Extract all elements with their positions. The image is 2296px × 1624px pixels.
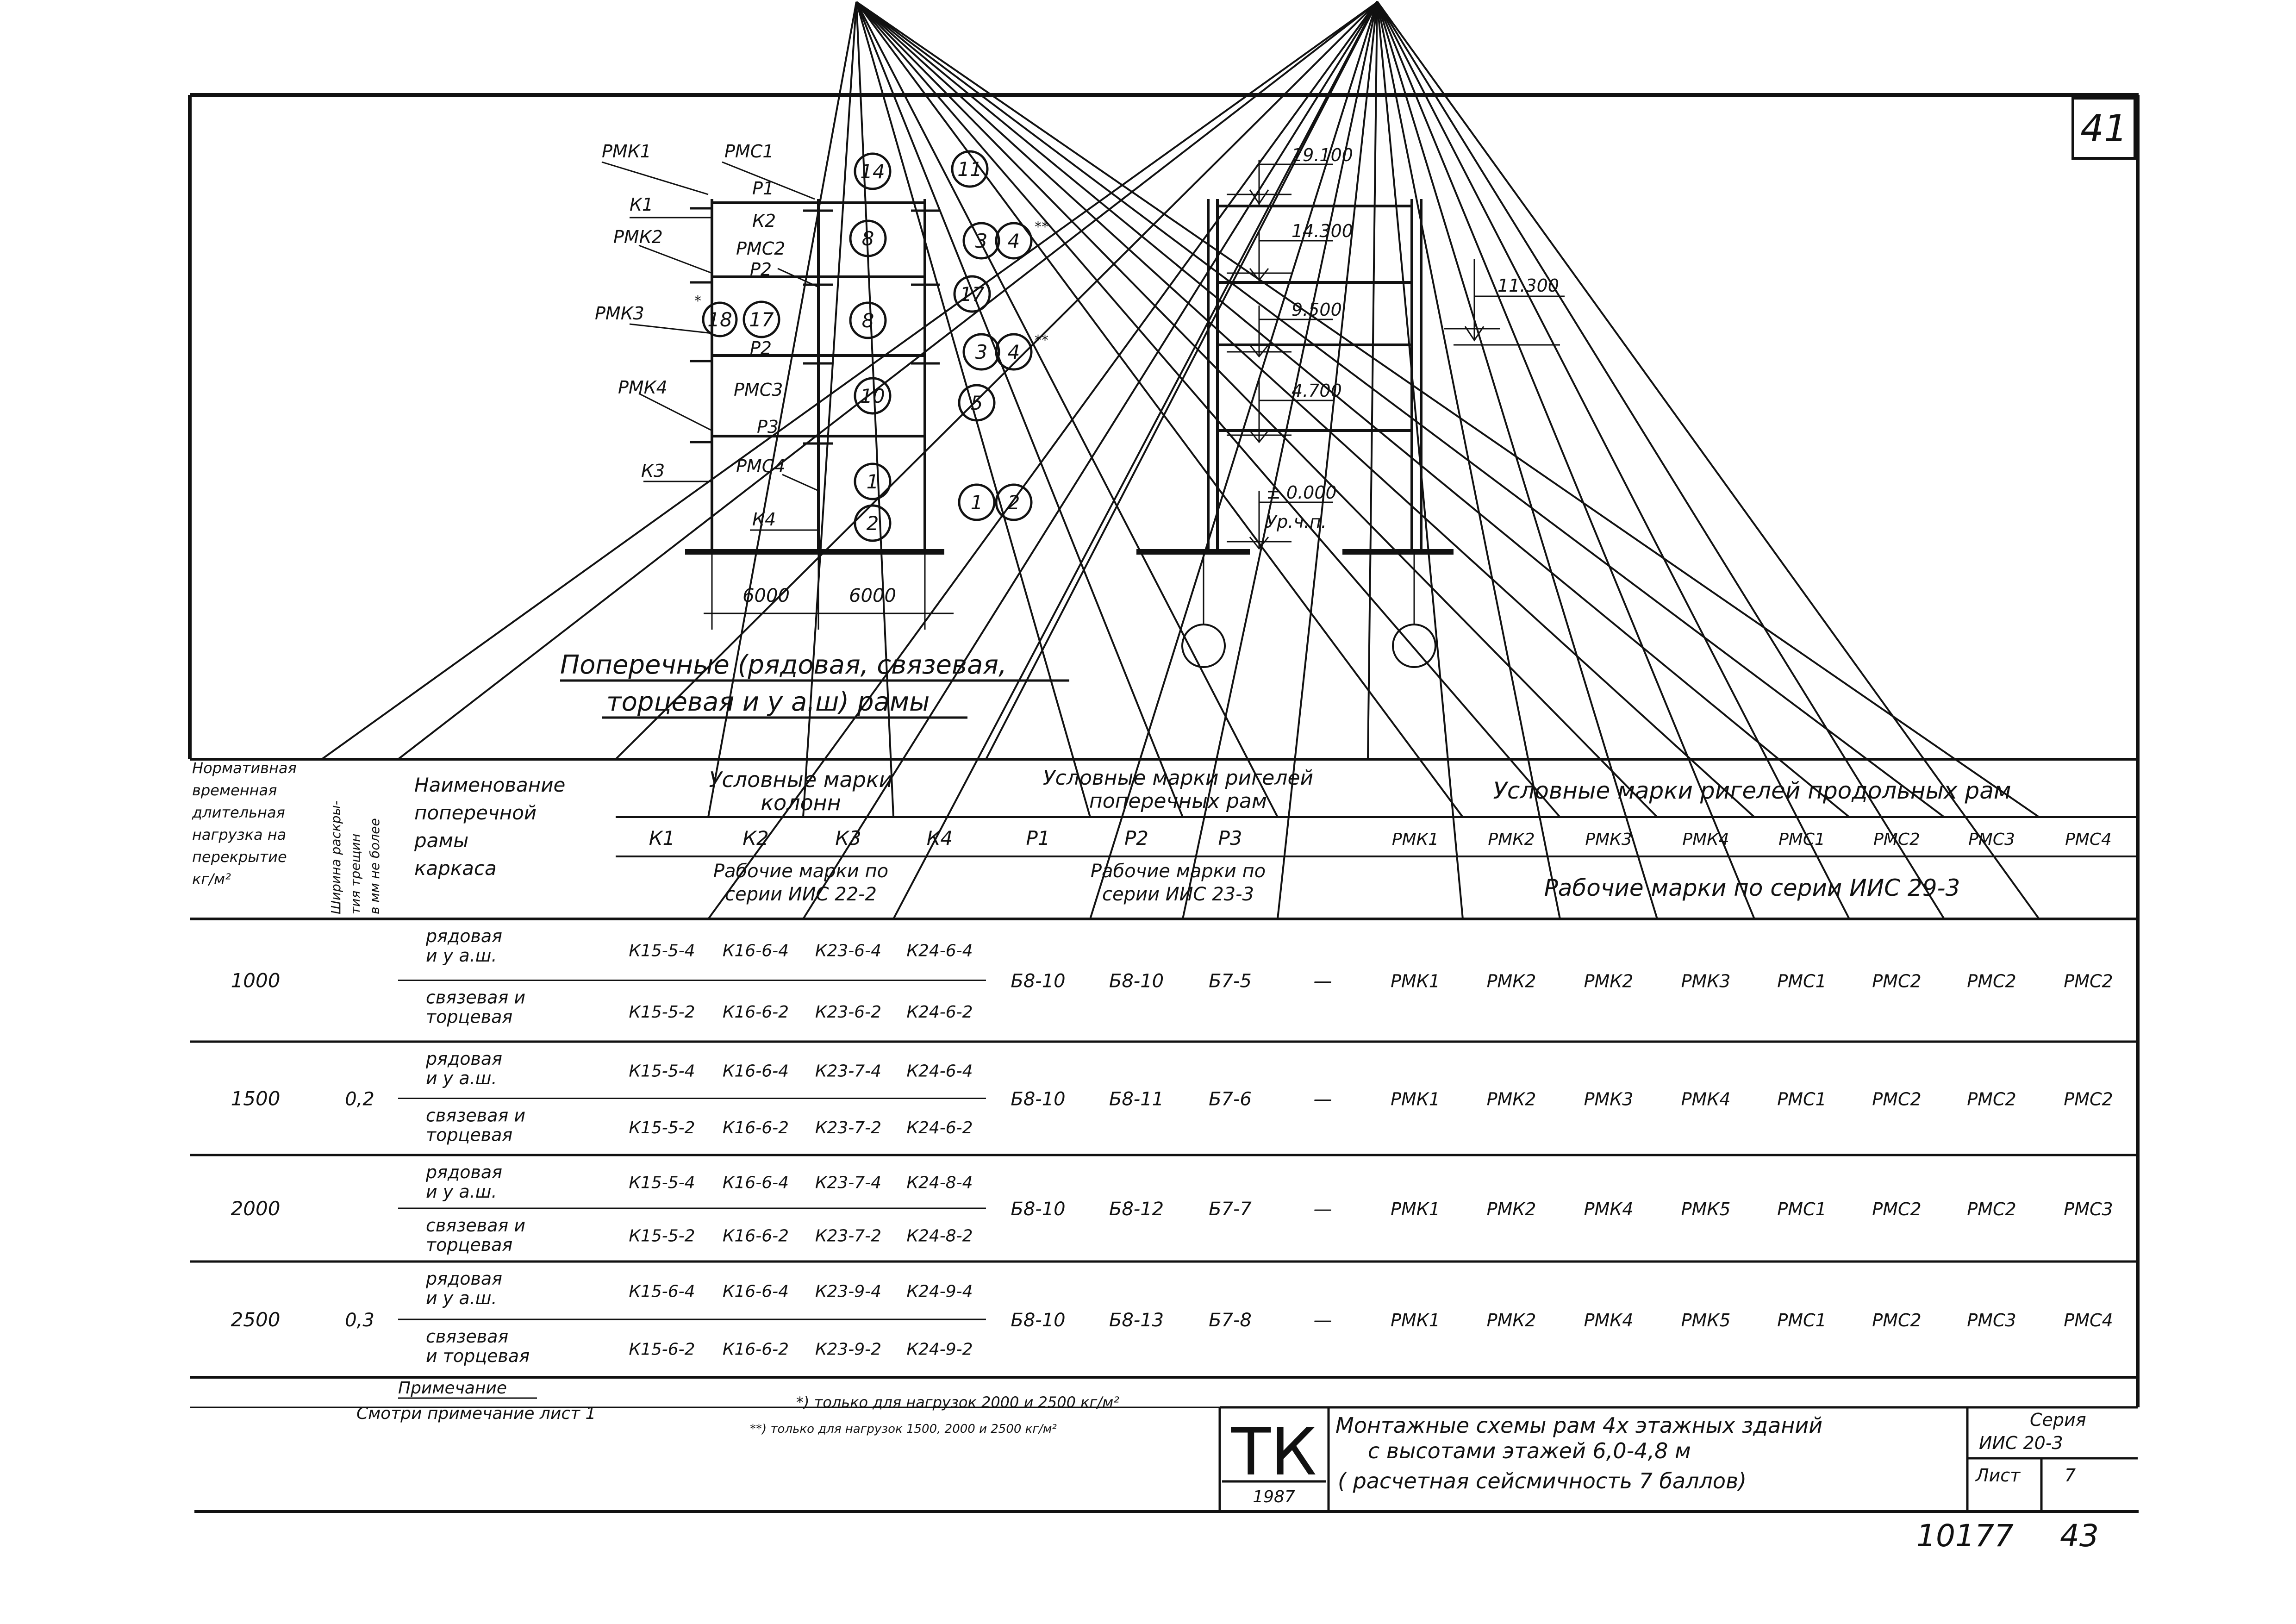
star-mark: ** <box>1035 219 1048 235</box>
frame-label: Р3 <box>757 417 779 437</box>
column-mark: К2 <box>742 827 769 849</box>
span-dimension: 6000 <box>849 585 896 606</box>
crack-width: 0,2 <box>345 1088 374 1110</box>
table-rule <box>1368 3 1377 759</box>
table-rule <box>856 2 1849 817</box>
load-value: 2000 <box>231 1197 281 1220</box>
sheet-value: 7 <box>2065 1465 2076 1486</box>
cross-beam-working-mark: Б8-10 <box>1011 1088 1066 1110</box>
column-working-mark: К24-6-2 <box>906 1002 973 1022</box>
column-working-mark: К15-5-2 <box>629 1118 695 1137</box>
frame-label: РМК1 <box>602 141 651 162</box>
cross-beam-working-mark: Б7-5 <box>1209 970 1252 992</box>
long-beam-working-mark: РМС2 <box>1967 971 2016 992</box>
header-frame-name: каркаса <box>414 857 497 880</box>
frame-type: и у а.ш. <box>426 945 497 966</box>
column-working-mark: К24-8-4 <box>906 1173 973 1193</box>
long-beam-mark: РМК4 <box>1682 830 1729 849</box>
frame-type: связевая <box>426 1326 509 1347</box>
frame-label: К1 <box>630 194 654 215</box>
column-working-mark: К23-7-2 <box>815 1118 882 1137</box>
cross-beam-working-mark: — <box>1313 970 1332 992</box>
frame-type: рядовая <box>426 926 503 946</box>
column-working-mark: К16-6-4 <box>722 1173 789 1193</box>
column-working-mark: К23-7-4 <box>815 1173 882 1193</box>
long-beam-working-mark: РМС2 <box>1872 1310 1922 1330</box>
long-beam-working-mark: РМС1 <box>1777 1199 1827 1219</box>
callout-number: 5 <box>970 392 983 414</box>
header-cross-series: Рабочие марки по <box>1090 861 1266 882</box>
frame-type: связевая и <box>426 1105 526 1126</box>
frame-label: Р2 <box>750 338 772 358</box>
column-mark: К1 <box>649 827 675 849</box>
long-beam-working-mark: РМС2 <box>2064 971 2113 992</box>
long-beam-working-mark: РМК4 <box>1584 1310 1634 1330</box>
callout-number: 4 <box>1007 230 1020 252</box>
callout-number: 14 <box>860 160 885 183</box>
callout-number: 11 <box>957 158 982 181</box>
sheet-label: Лист <box>1976 1465 2021 1486</box>
beam-mark: Р2 <box>1124 827 1149 849</box>
frame-label: К3 <box>641 461 665 481</box>
long-beam-mark: РМС3 <box>1968 830 2015 849</box>
long-beam-working-mark: РМС2 <box>1872 1089 1922 1110</box>
callout-number: 18 <box>707 308 732 331</box>
tk-logo: ТК <box>1231 1415 1317 1490</box>
column-working-mark: К24-6-4 <box>906 941 973 961</box>
long-beam-working-mark: РМК4 <box>1584 1199 1634 1219</box>
callout-number: 8 <box>861 227 874 250</box>
long-beam-mark: РМС2 <box>1873 830 1920 849</box>
long-beam-working-mark: РМС3 <box>1967 1310 2016 1330</box>
frame-type: и у а.ш. <box>426 1181 497 1202</box>
cross-beam-working-mark: Б8-13 <box>1109 1310 1164 1331</box>
cross-beam-working-mark: Б8-12 <box>1109 1199 1164 1220</box>
column-working-mark: К23-6-2 <box>815 1002 882 1022</box>
header-long-series: Рабочие марки по серии ИИС 29-3 <box>1544 874 1960 901</box>
cross-beam-working-mark: Б7-6 <box>1209 1088 1252 1110</box>
header-load: нагрузка на <box>192 826 287 843</box>
long-beam-working-mark: РМК5 <box>1681 1199 1731 1219</box>
footnote: *) только для нагрузок 2000 и 2500 кг/м² <box>796 1393 1120 1411</box>
level-mark: 9.500 <box>1292 300 1342 320</box>
footnote: **) только для нагрузок 1500, 2000 и 2500 кг/м² <box>750 1422 1057 1436</box>
frame-label: РМС1 <box>724 141 774 162</box>
callout-number: 10 <box>860 385 885 407</box>
long-beam-working-mark: РМС1 <box>1777 1310 1827 1330</box>
frame-type: и торцевая <box>426 1346 530 1366</box>
frame-type: рядовая <box>426 1162 503 1182</box>
specification-table <box>192 759 2113 1366</box>
note-title: Примечание <box>398 1379 507 1398</box>
beam-mark: Р3 <box>1218 827 1242 849</box>
column-working-mark: К24-8-2 <box>906 1226 973 1246</box>
long-beam-working-mark: РМС2 <box>1872 971 1922 992</box>
note-text: Смотри примечание лист 1 <box>356 1404 596 1423</box>
header-cross-beams: Условные марки ригелей <box>1042 766 1314 790</box>
frame-label: К4 <box>752 509 776 530</box>
column-working-mark: К15-6-4 <box>629 1282 695 1301</box>
header-frame-name: Наименование <box>414 774 566 796</box>
frame-type: рядовая <box>426 1049 503 1069</box>
long-beam-working-mark: РМС4 <box>2064 1310 2113 1330</box>
header-cross-series: серии ИИС 23-3 <box>1102 884 1254 905</box>
header-load: кг/м² <box>192 870 231 888</box>
series-label: Серия <box>2030 1410 2086 1430</box>
frame-label: РМС3 <box>734 380 783 400</box>
long-beam-working-mark: РМК1 <box>1391 1089 1440 1110</box>
long-beam-mark: РМК2 <box>1488 830 1535 849</box>
header-load: Нормативная <box>192 759 297 777</box>
column-working-mark: К15-5-4 <box>629 1062 695 1081</box>
callout-number: 17 <box>749 308 774 331</box>
page-number: 43 <box>2060 1518 2099 1554</box>
callout-number: 8 <box>861 309 874 332</box>
column-working-mark: К24-6-2 <box>906 1118 973 1137</box>
drawing-title: ( расчетная сейсмичность 7 баллов) <box>1338 1468 1747 1493</box>
long-beam-working-mark: РМК2 <box>1486 1089 1536 1110</box>
long-beam-working-mark: РМК2 <box>1486 971 1536 992</box>
column-working-mark: К16-6-2 <box>722 1002 789 1022</box>
column-working-mark: К23-7-4 <box>815 1062 882 1081</box>
cross-beam-working-mark: Б8-10 <box>1011 1199 1066 1220</box>
column-working-mark: К23-9-4 <box>815 1282 882 1301</box>
beam-mark: Р1 <box>1026 827 1050 849</box>
long-beam-working-mark: РМК1 <box>1391 1199 1440 1219</box>
header-columns: Условные марки <box>709 767 893 792</box>
header-frame-name: рамы <box>414 829 469 852</box>
long-beam-working-mark: РМК2 <box>1486 1310 1536 1330</box>
column-working-mark: К24-9-4 <box>906 1282 973 1301</box>
column-working-mark: К16-6-4 <box>722 941 789 961</box>
frame-type: торцевая <box>426 1235 513 1255</box>
long-beam-working-mark: РМК2 <box>1486 1199 1536 1219</box>
header-col-series: серии ИИС 22-2 <box>725 884 877 905</box>
cross-beam-working-mark: — <box>1313 1310 1332 1331</box>
frame-label: РМК2 <box>613 227 663 247</box>
cross-beam-working-mark: — <box>1313 1088 1332 1110</box>
frame-label: РМК4 <box>618 377 668 398</box>
column-working-mark: К15-5-2 <box>629 1226 695 1246</box>
column-working-mark: К16-6-4 <box>722 1282 789 1301</box>
long-beam-working-mark: РМК1 <box>1391 971 1440 992</box>
load-value: 1500 <box>231 1087 281 1110</box>
column-working-mark: К23-6-4 <box>815 941 882 961</box>
header-long-beams: Условные марки ригелей продольных рам <box>1493 777 2011 804</box>
header-cross-beams: поперечных рам <box>1089 789 1267 813</box>
long-beam-working-mark: РМС2 <box>1967 1089 2016 1110</box>
cross-beam-working-mark: Б8-10 <box>1011 970 1066 992</box>
column-working-mark: К24-9-2 <box>906 1340 973 1359</box>
long-beam-working-mark: РМК1 <box>1391 1310 1440 1330</box>
callout-number: 17 <box>960 283 985 306</box>
drawing-title: Монтажные схемы рам 4х этажных зданий <box>1335 1413 1823 1438</box>
column-working-mark: К16-6-4 <box>722 1062 789 1081</box>
cross-beam-working-mark: Б7-8 <box>1209 1310 1252 1331</box>
long-beam-working-mark: РМК4 <box>1681 1089 1731 1110</box>
table-rule <box>856 2 1754 817</box>
column-working-mark: К15-5-4 <box>629 941 695 961</box>
long-beam-mark: РМС1 <box>1778 830 1825 849</box>
long-beam-working-mark: РМК2 <box>1584 971 1634 992</box>
span-dimension: 6000 <box>742 585 790 606</box>
star-mark: * <box>694 293 701 309</box>
cross-beam-working-mark: — <box>1313 1199 1332 1220</box>
level-mark: 4.700 <box>1292 381 1342 401</box>
series-value: ИИС 20-3 <box>1979 1433 2063 1453</box>
frame-type: торцевая <box>426 1124 513 1145</box>
long-beam-working-mark: РМС2 <box>1872 1199 1922 1219</box>
header-crack: в мм не более <box>367 818 382 914</box>
sheet-number: 41 <box>2080 107 2128 150</box>
column-working-mark: К15-6-2 <box>629 1340 695 1359</box>
long-beam-mark: РМК1 <box>1391 830 1439 849</box>
header-load: временная <box>192 781 277 799</box>
callout-number: 3 <box>975 341 988 363</box>
column-working-mark: К23-7-2 <box>815 1226 882 1246</box>
ground-level-label: Ур.ч.п. <box>1266 512 1327 532</box>
column-mark: К4 <box>926 827 953 849</box>
frame-label: Р2 <box>750 259 772 280</box>
header-crack: тия трещин <box>348 833 363 914</box>
callout-number: 1 <box>970 491 983 514</box>
column-working-mark: К24-6-4 <box>906 1062 973 1081</box>
long-beam-working-mark: РМК3 <box>1584 1089 1634 1110</box>
header-crack: Ширина раскры- <box>328 800 343 914</box>
column-working-mark: К16-6-2 <box>722 1340 789 1359</box>
level-mark: ± 0.000 <box>1266 482 1337 503</box>
frame-label: К2 <box>752 211 776 231</box>
cross-beam-working-mark: Б8-10 <box>1011 1310 1066 1331</box>
load-value: 1000 <box>231 969 281 992</box>
title-year: 1987 <box>1253 1487 1295 1506</box>
frame-type: и у а.ш. <box>426 1288 497 1308</box>
table-rule <box>398 2 1377 759</box>
column-working-mark: К23-9-2 <box>815 1340 882 1359</box>
header-load: длительная <box>192 804 285 821</box>
frame-caption: Поперечные (рядовая, связевая, <box>560 650 1007 680</box>
frame-label: РМС4 <box>736 456 786 476</box>
long-beam-working-mark: РМС3 <box>2064 1199 2113 1219</box>
long-beam-working-mark: РМС2 <box>1967 1199 2016 1219</box>
cross-beam-working-mark: Б7-7 <box>1209 1199 1252 1220</box>
long-beam-mark: РМС4 <box>2065 830 2112 849</box>
level-mark: 14.300 <box>1292 221 1353 241</box>
long-beam-working-mark: РМС1 <box>1777 1089 1827 1110</box>
long-beam-mark: РМК3 <box>1585 830 1632 849</box>
level-mark: 11.300 <box>1497 275 1559 296</box>
frame-type: связевая и <box>426 1215 526 1236</box>
level-mark: 19.100 <box>1292 145 1353 165</box>
frame-type: торцевая <box>426 1006 513 1027</box>
header-col-series: Рабочие марки по <box>713 861 889 882</box>
long-beam-working-mark: РМК5 <box>1681 1310 1731 1330</box>
frame-type: рядовая <box>426 1268 503 1289</box>
cross-beam-working-mark: Б8-11 <box>1109 1088 1164 1110</box>
long-beam-working-mark: РМС2 <box>2064 1089 2113 1110</box>
crack-width: 0,3 <box>345 1310 374 1331</box>
callout-number: 2 <box>1007 491 1020 514</box>
load-value: 2500 <box>231 1308 281 1331</box>
column-working-mark: К16-6-2 <box>722 1226 789 1246</box>
frame-caption: торцевая и у а.ш) рамы <box>606 687 930 717</box>
callout-number: 4 <box>1007 341 1020 363</box>
column-working-mark: К15-5-2 <box>629 1002 695 1022</box>
header-load: перекрытие <box>192 848 287 866</box>
drawing-title: с высотами этажей 6,0-4,8 м <box>1368 1438 1691 1463</box>
header-frame-name: поперечной <box>414 801 537 824</box>
archive-number: 10177 <box>1916 1518 2014 1554</box>
long-beam-working-mark: РМК3 <box>1681 971 1731 992</box>
column-working-mark: К15-5-4 <box>629 1173 695 1193</box>
callout-number: 2 <box>866 512 879 535</box>
star-mark: ** <box>1035 332 1048 349</box>
frame-label: РМС2 <box>736 238 786 259</box>
callout-number: 3 <box>975 230 988 252</box>
callout-number: 1 <box>866 470 879 493</box>
header-columns: колонн <box>761 790 841 815</box>
cross-beam-working-mark: Б8-10 <box>1109 970 1164 992</box>
table-rule <box>856 2 2039 817</box>
column-mark: К3 <box>835 827 861 849</box>
frame-label: Р1 <box>752 178 774 199</box>
frame-label: РМК3 <box>595 303 644 324</box>
column-working-mark: К16-6-2 <box>722 1118 789 1137</box>
long-beam-working-mark: РМС1 <box>1777 971 1827 992</box>
frame-type: и у а.ш. <box>426 1068 497 1088</box>
frame-type: связевая и <box>426 987 526 1008</box>
